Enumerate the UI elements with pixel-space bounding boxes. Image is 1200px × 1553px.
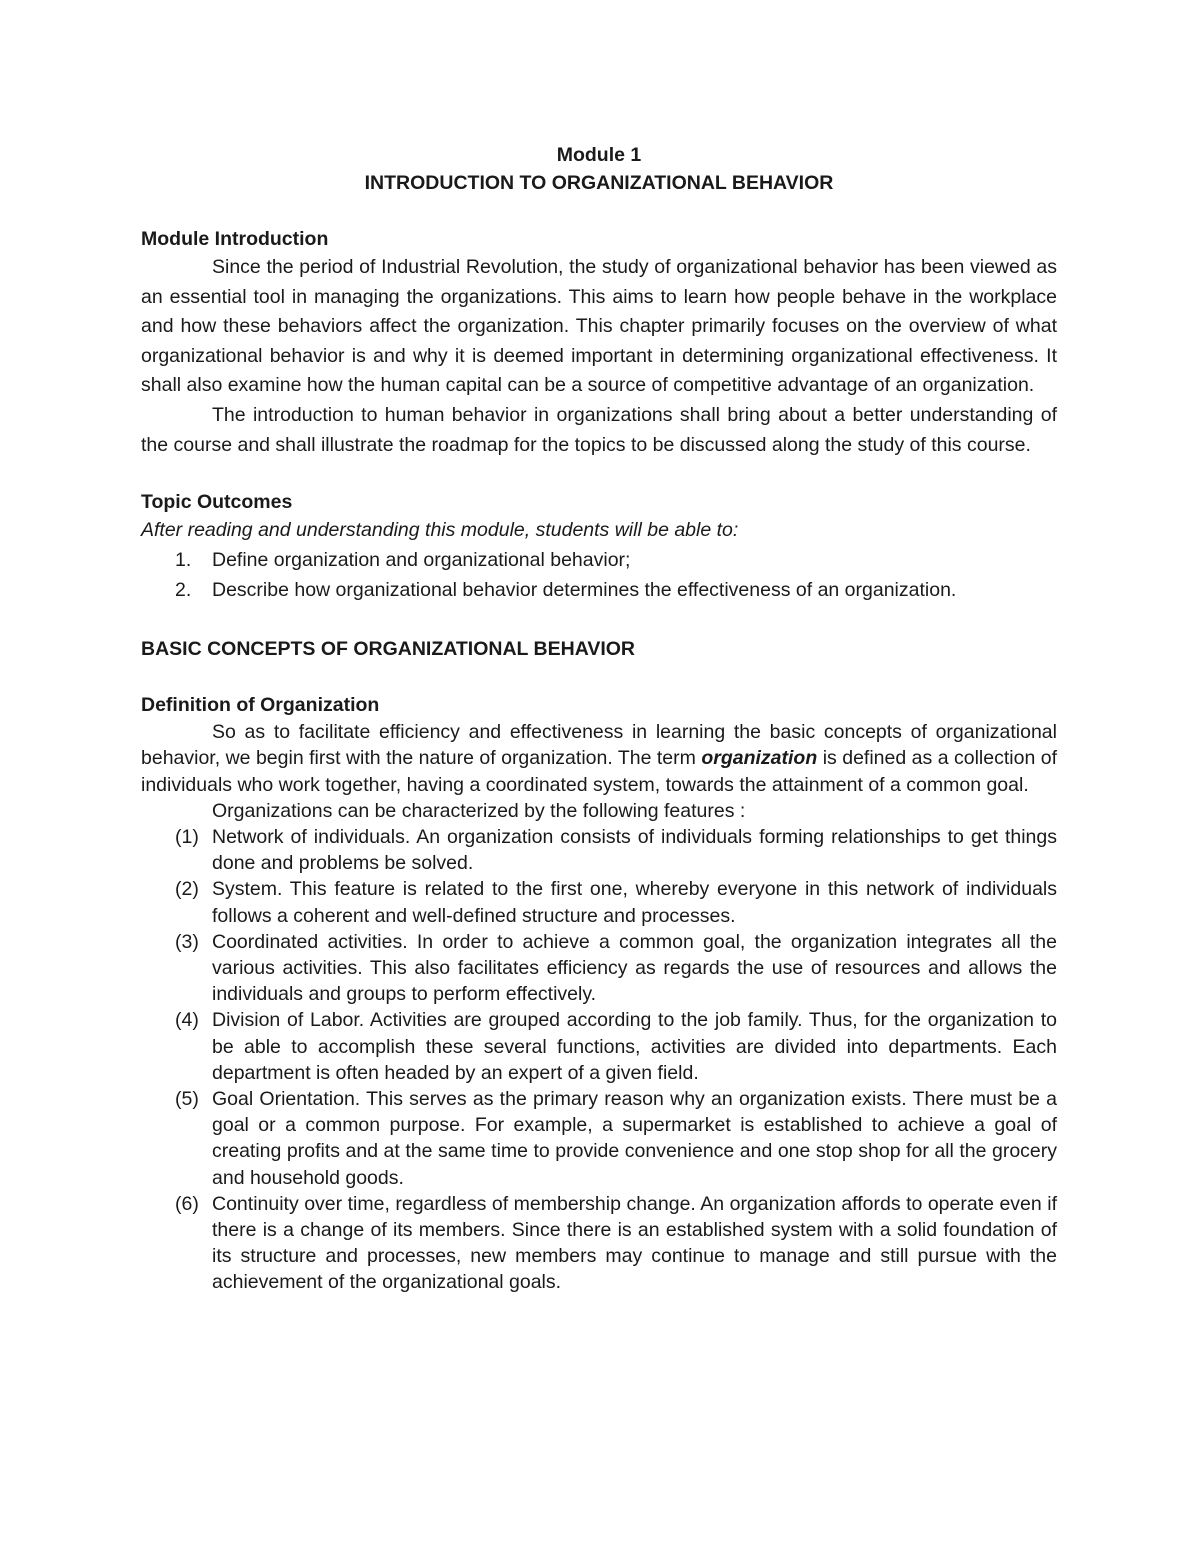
spacer [141,460,1057,488]
intro-heading: Module Introduction [141,228,329,250]
list-number: (5) [175,1088,199,1110]
document-page [141,141,1057,1296]
list-item [141,929,1057,1008]
list-number: (3) [175,930,199,953]
list-text: Goal Orientation. This serves as the primary reason why an organization exists. There must be a goal or a common purpose. For example, a supermarket is established to achieve a goal of creating profits and at the same time to provide convenience and one stop shop for all the grocery and household goods. [212,1088,1057,1189]
list-text: Coordinated activities. In order to achieve a common goal, the organization integrates all the various activities. This also facilitates efficiency as regards the use of resources and allows the individuals and groups to perform effectively. [212,930,1057,1006]
outcomes-lead: After reading and understanding this module, students will be able to: [141,519,739,542]
list-item [141,876,1057,928]
definition-text-end: is defined as a collection of individuals who work together, having a coordinated system, towards the attainment of a common goal. [141,747,1057,796]
list-number: (2) [175,878,199,901]
list-number: (1) [175,825,199,848]
list-text: Continuity over time, regardless of membership change. An organization affords to operate even if there is a change of its members. Since there is an established system with a solid foundation of its structure and processes, new members may continue to manage and still pursue with the achievement of the organizational goals. [212,1192,1057,1294]
intro-paragraph-2: The introduction to human behavior in organizations shall bring about a better understanding of the course and shall illustrate the roadmap for the topics to be discussed along the study of this course. [141,403,1057,456]
list-text: Network of individuals. An organization consists of individuals forming relationships to get things done and problems be solved. [212,825,1057,875]
module-title: INTRODUCTION TO ORGANIZATIONAL BEHAVIOR [364,172,834,194]
list-number: 2. [175,579,192,602]
outcomes-heading: Topic Outcomes [141,491,293,514]
list-text: Define organization and organizational behavior; [212,549,631,572]
section-heading: BASIC CONCEPTS OF ORGANIZATIONAL BEHAVIOR [141,638,636,661]
list-item [141,824,1057,876]
spacer [141,663,1057,691]
list-number: (4) [175,1009,199,1032]
list-number: 1. [175,549,192,572]
spacer [141,605,1057,635]
list-item [141,1086,1057,1191]
module-label: Module 1 [556,144,642,166]
definition-text-start: So as to facilitate efficiency and effectiveness in learning the basic concepts of organizational behavior, we begin first with the nature of organization. The term [141,721,1057,770]
list-item [141,545,1057,575]
outcomes-list [141,545,1057,605]
spacer [141,197,1057,225]
list-number: (6) [175,1192,199,1215]
intro-paragraph-1: Since the period of Industrial Revolution, the study of organizational behavior has been viewed as an essential tool in managing the organizations. This aims to learn how people behave in the workplace and how these behaviors affect the organization. This chapter primarily focuses on the overview of what organizational behavior is and why it is deemed important in determining organizational effectiveness. It shall also examine how the human capital can be a source of competitive advantage of an organization. [141,256,1057,397]
list-text: Division of Labor. Activities are grouped according to the job family. Thus, for the organization to be able to accomplish these several functions, activities are divided into departments. Each department is often headed by an expert of a given field. [212,1009,1057,1084]
list-text: Describe how organizational behavior determines the effectiveness of an organization. [212,579,957,602]
features-intro: Organizations can be characterized by the following features : [212,799,746,822]
list-item [141,575,1057,605]
list-text: System. This feature is related to the first one, whereby everyone in this network of individuals follows a coherent and well-defined structure and processes. [212,878,1057,927]
definition-paragraph [141,719,1057,798]
definition-term: organization [701,747,818,770]
features-list [141,824,1057,1296]
list-item [141,1191,1057,1296]
subsection-heading: Definition of Organization [141,694,380,717]
list-item [141,1007,1057,1086]
